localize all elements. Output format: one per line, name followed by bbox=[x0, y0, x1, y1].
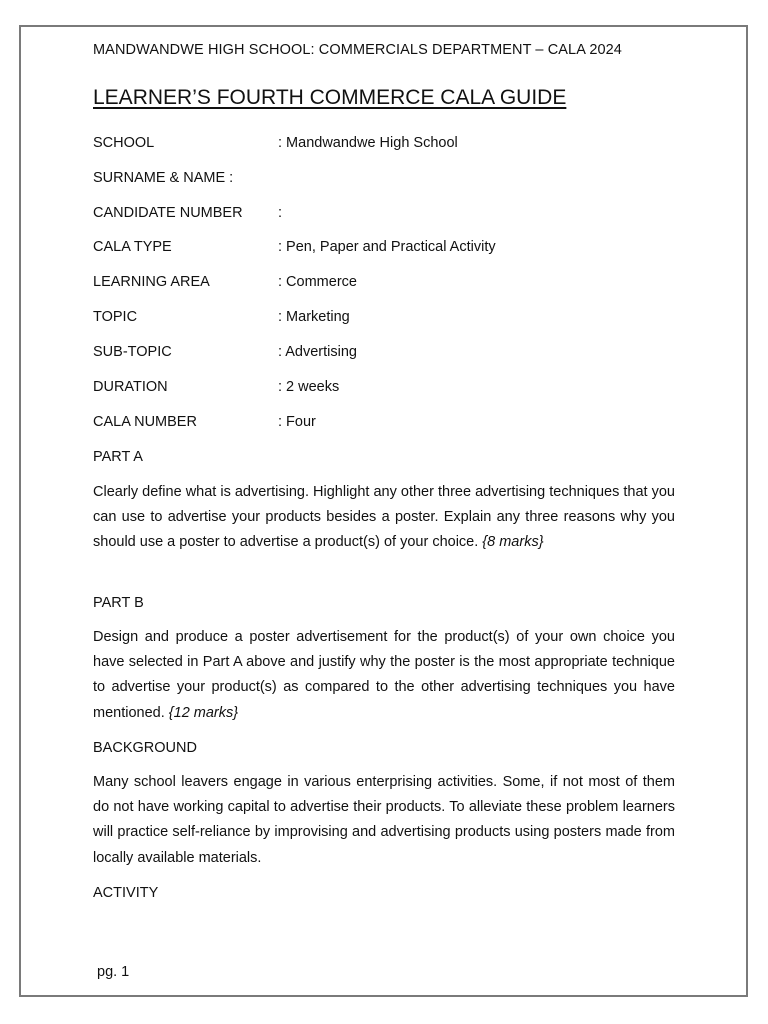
department-header: MANDWANDWE HIGH SCHOOL: COMMERCIALS DEPARTMENT – CALA 2024 bbox=[93, 42, 622, 58]
info-label: CANDIDATE NUMBER bbox=[93, 205, 243, 221]
info-label: LEARNING AREA bbox=[93, 274, 210, 290]
info-value: : bbox=[278, 205, 283, 221]
part-b-heading: PART B bbox=[93, 595, 144, 611]
background-heading: BACKGROUND bbox=[93, 740, 197, 756]
info-value: : 2 weeks bbox=[278, 379, 340, 395]
part-b-text: Design and produce a poster advertisement for the product(s) of your own choice you have selected in Part A above and justify why the poster is the most appropriate technique to advertise your product(s) as compared to the other advertising techniques you have mentioned. bbox=[93, 629, 675, 721]
info-value: : Four bbox=[278, 414, 316, 430]
info-value: : Marketing bbox=[278, 309, 350, 325]
info-value: : Mandwandwe High School bbox=[278, 135, 458, 151]
info-value: : Advertising bbox=[278, 344, 357, 360]
info-label: CALA NUMBER bbox=[93, 414, 197, 430]
info-label: CALA TYPE bbox=[93, 239, 172, 255]
part-b-paragraph bbox=[93, 625, 675, 726]
info-value: : Commerce bbox=[278, 274, 357, 290]
part-a-heading: PART A bbox=[93, 449, 143, 465]
part-a-text: Clearly define what is advertising. Highlight any other three advertising techniques that you can use to advertise your products besides a poster. Explain any three reasons why you should use a poster to advertise a product(s) of your choice. bbox=[93, 484, 675, 551]
activity-heading: ACTIVITY bbox=[93, 885, 159, 901]
part-b-marks: {12 marks} bbox=[168, 704, 239, 721]
info-label: SUB-TOPIC bbox=[93, 344, 172, 360]
info-value: : Pen, Paper and Practical Activity bbox=[278, 239, 496, 255]
page-number: pg. 1 bbox=[97, 964, 130, 980]
info-label: TOPIC bbox=[93, 309, 138, 325]
background-paragraph: Many school leavers engage in various enterprising activities. Some, if not most of them do not have working capital to advertise their products. To alleviate these problem learners will practice self-reliance by improvising and advertising products using posters made from locally available materials. bbox=[93, 774, 675, 866]
info-label: SURNAME & NAME : bbox=[93, 170, 234, 186]
part-a-paragraph bbox=[93, 480, 675, 556]
page-title: LEARNER’S FOURTH COMMERCE CALA GUIDE bbox=[93, 86, 567, 109]
info-label: SCHOOL bbox=[93, 135, 155, 151]
part-a-marks: {8 marks} bbox=[482, 534, 544, 551]
info-label: DURATION bbox=[93, 379, 168, 395]
